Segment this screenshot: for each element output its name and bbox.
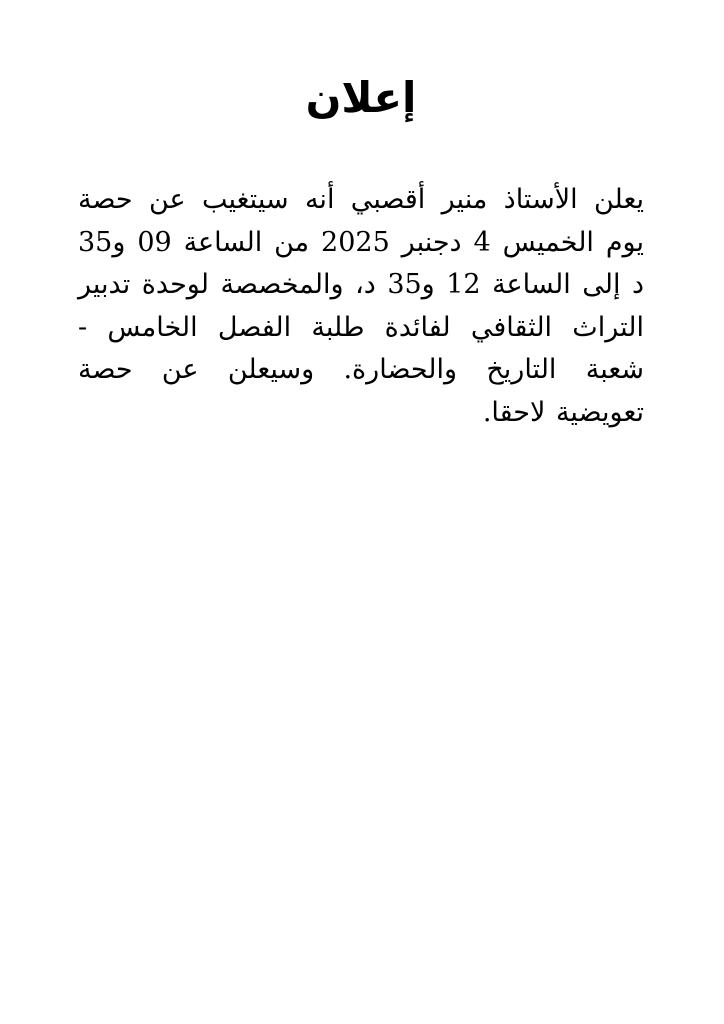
announcement-paragraph: يعلن الأستاذ منير أقصبي أنه سيتغيب عن حصة يوم الخميس 4 دجنبر 2025 من الساعة 09 و35 د إلى الساعة 12 و35 د، والمخصصة لوحدة تدبير التراث الثقافي لفائدة طلبة الفصل الخامس - شعبة التاريخ والحضارة. وسيعلن عن حصة تعويضية لاحقا. <box>78 184 645 428</box>
page-title: إعلان <box>305 73 417 122</box>
